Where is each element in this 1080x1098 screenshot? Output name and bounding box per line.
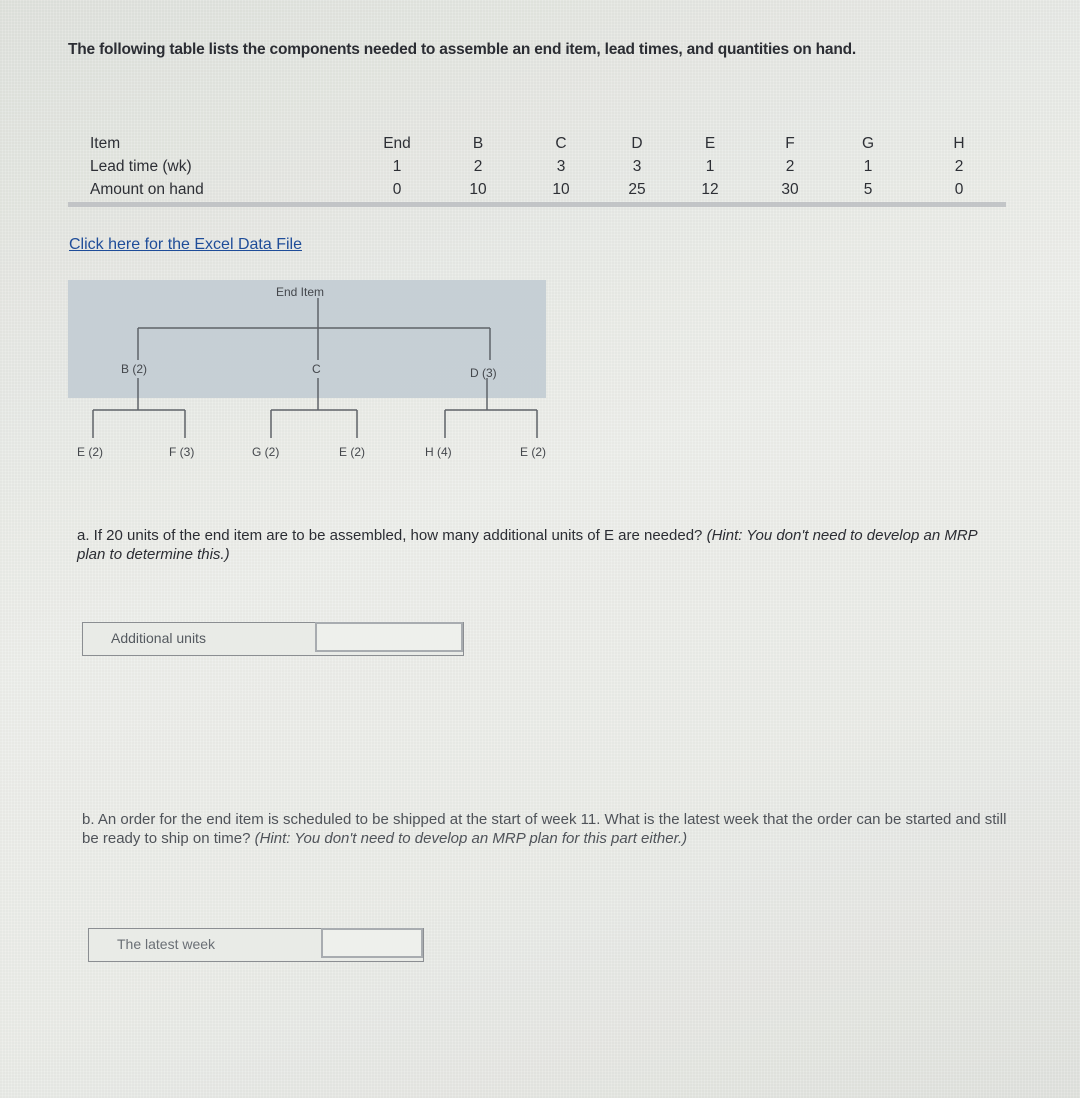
table-column-b — [458, 132, 498, 201]
question-a-text: a. If 20 units of the end item are to be assembled, how many additional units of E are needed? — [77, 527, 703, 544]
tree-node-d: D (3) — [470, 366, 497, 380]
lead-time-value: 1 — [392, 158, 402, 175]
table-column-c — [541, 132, 581, 201]
intro-text: The following table lists the components needed to assemble an end item, lead times, and quantities on hand. — [68, 41, 856, 58]
lead-time-value: 2 — [473, 158, 483, 175]
latest-week-input[interactable] — [321, 928, 423, 958]
answer-b-row — [88, 928, 424, 962]
tree-node-e-under-d: E (2) — [520, 445, 547, 459]
item-name: End — [383, 135, 411, 152]
tree-node-f: F (3) — [169, 445, 195, 459]
item-name: B — [472, 135, 484, 152]
on-hand-value: 10 — [469, 181, 487, 198]
table-row-labels — [90, 132, 204, 201]
tree-node-c: C — [312, 362, 321, 376]
tree-node-b: B (2) — [121, 362, 148, 376]
excel-data-file-link[interactable]: Click here for the Excel Data File — [69, 236, 302, 253]
question-b — [82, 810, 1007, 848]
row-label-lead-time: Lead time (wk) — [90, 158, 192, 175]
tree-node-e-under-b: E (2) — [77, 445, 104, 459]
table-column-end — [377, 132, 417, 201]
on-hand-value: 0 — [954, 181, 964, 198]
row-label-item: Item — [90, 135, 121, 152]
item-name: C — [555, 135, 567, 152]
lead-time-value: 3 — [556, 158, 566, 175]
on-hand-value: 10 — [552, 181, 570, 198]
question-b-text: b. An order for the end item is scheduled to be shipped at the start of week 11. What is the latest week that the order can be started and still be ready to ship on time? — [82, 811, 1007, 847]
table-column-f — [770, 132, 810, 201]
components-table — [90, 132, 1005, 212]
on-hand-value: 25 — [628, 181, 646, 198]
row-label-amount-on-hand: Amount on hand — [90, 181, 204, 198]
question-b-hint: (Hint: You don't need to develop an MRP plan for this part either.) — [254, 830, 688, 847]
additional-units-input[interactable] — [315, 622, 463, 652]
item-name: E — [704, 135, 716, 152]
item-name: G — [861, 135, 875, 152]
lead-time-value: 2 — [954, 158, 964, 175]
table-bottom-rule — [68, 202, 1006, 207]
on-hand-value: 5 — [863, 181, 873, 198]
question-a — [77, 526, 1007, 564]
tree-node-end-item: End Item — [276, 285, 325, 299]
on-hand-value: 12 — [701, 181, 719, 198]
lead-time-value: 3 — [632, 158, 642, 175]
question-a-hint: (Hint: You don't need to develop an MRP plan to determine this.) — [77, 527, 978, 563]
tree-node-h: H (4) — [425, 445, 452, 459]
table-column-g — [848, 132, 888, 201]
item-name: F — [785, 135, 795, 152]
on-hand-value: 0 — [392, 181, 402, 198]
tree-node-g: G (2) — [252, 445, 280, 459]
table-column-e — [690, 132, 730, 201]
lead-time-value: 2 — [785, 158, 795, 175]
table-column-d — [617, 132, 657, 201]
answer-b-label: The latest week — [117, 936, 216, 952]
answer-a-row — [82, 622, 464, 656]
item-name: H — [953, 135, 965, 152]
answer-a-label: Additional units — [111, 630, 206, 646]
lead-time-value: 1 — [705, 158, 715, 175]
table-column-h — [939, 132, 979, 201]
tree-node-e-under-c: E (2) — [339, 445, 366, 459]
lead-time-value: 1 — [863, 158, 873, 175]
item-name: D — [631, 135, 643, 152]
on-hand-value: 30 — [781, 181, 799, 198]
